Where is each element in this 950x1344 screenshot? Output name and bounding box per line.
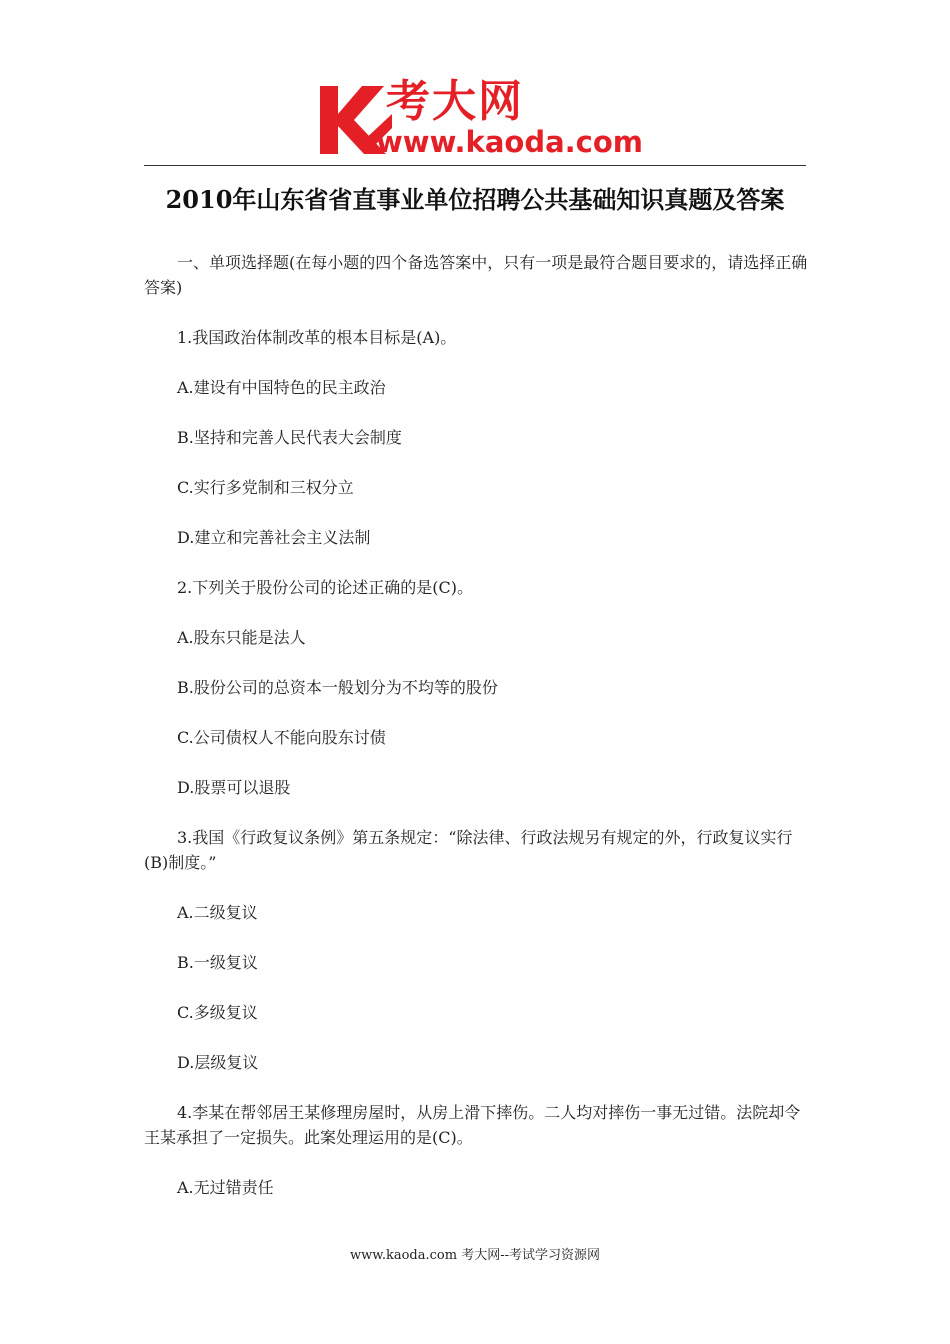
logo-chinese-text: 考大网 bbox=[386, 76, 524, 127]
option-1c: C.实行多党制和三权分立 bbox=[177, 478, 354, 497]
kaoda-logo bbox=[316, 78, 646, 160]
question-1: 1.我国政治体制改革的根本目标是(A)。 bbox=[177, 328, 457, 347]
paragraph-instructions: 一、单项选择题(在每小题的四个备选答案中，只有一项是最符合题目要求的，请选择正确答案) bbox=[144, 253, 808, 297]
option-1b: B.坚持和完善人民代表大会制度 bbox=[177, 428, 402, 447]
question-4: 4.李某在帮邻居王某修理房屋时，从房上滑下摔伤。二人均对摔伤一事无过错。法院却令王某承担了一定损失。此案处理运用的是(C)。 bbox=[144, 1103, 801, 1147]
option-2d: D.股票可以退股 bbox=[177, 778, 291, 797]
option-3d: D.层级复议 bbox=[177, 1053, 259, 1072]
question-2: 2.下列关于股份公司的论述正确的是(C)。 bbox=[177, 578, 473, 597]
question-3: 3.我国《行政复议条例》第五条规定：“除法律、行政法规另有规定的外，行政复议实行(B)制度。” bbox=[144, 828, 793, 872]
option-2b: B.股份公司的总资本一般划分为不均等的股份 bbox=[177, 678, 498, 697]
option-4a: A.无过错责任 bbox=[177, 1178, 274, 1197]
page-footer: www.kaoda.com 考大网--考试学习资源网 bbox=[350, 1248, 600, 1263]
logo-url-text: www.kaoda.com bbox=[376, 125, 643, 159]
document-title: 2010年山东省省直事业单位招聘公共基础知识真题及答案 bbox=[165, 185, 785, 214]
document-body bbox=[144, 250, 808, 1225]
option-2a: A.股东只能是法人 bbox=[177, 628, 306, 647]
option-3a: A.二级复议 bbox=[177, 903, 258, 922]
option-1a: A.建设有中国特色的民主政治 bbox=[177, 378, 386, 397]
header-divider bbox=[144, 165, 806, 166]
option-2c: C.公司债权人不能向股东讨债 bbox=[177, 728, 386, 747]
option-3b: B.一级复议 bbox=[177, 953, 258, 972]
option-1d: D.建立和完善社会主义法制 bbox=[177, 528, 371, 547]
option-3c: C.多级复议 bbox=[177, 1003, 258, 1022]
